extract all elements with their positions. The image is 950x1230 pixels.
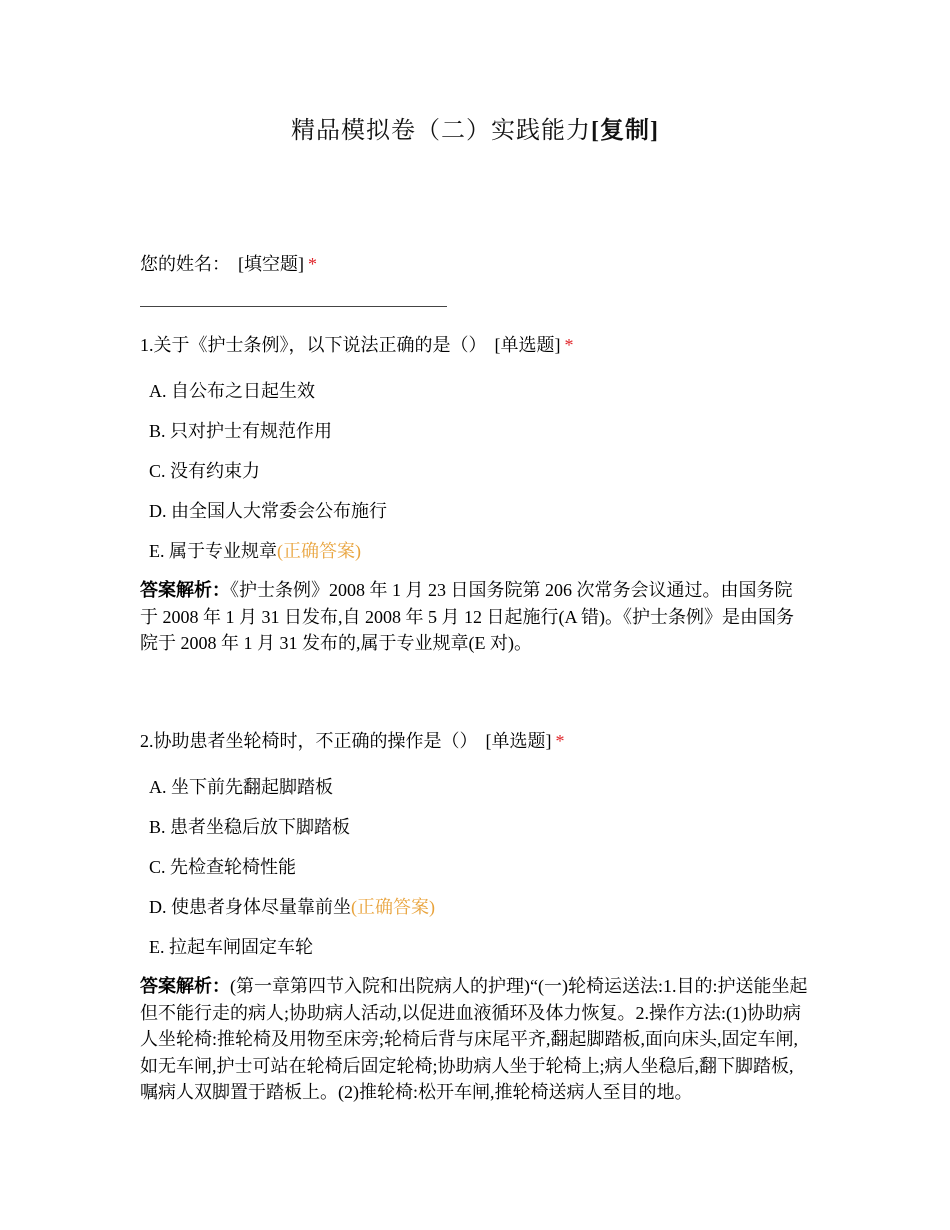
option-text: C. 没有约束力: [149, 461, 261, 481]
question-1-analysis: [140, 577, 810, 657]
option-text: E. 属于专业规章: [149, 541, 277, 561]
name-question: [140, 252, 317, 276]
question-1-option-d[interactable]: [149, 499, 387, 523]
required-mark: *: [555, 731, 565, 751]
analysis-label: 答案解析：: [140, 580, 230, 600]
question-2-analysis: [140, 973, 810, 1106]
option-text: A. 自公布之日起生效: [149, 381, 315, 401]
title-copy-tag: [复制]: [591, 118, 659, 144]
name-question-type: [填空题]: [238, 254, 304, 274]
option-text: C. 先检查轮椅性能: [149, 857, 297, 877]
question-1-option-c[interactable]: [149, 459, 260, 483]
option-text: D. 由全国人大常委会公布施行: [149, 501, 387, 521]
name-input-line[interactable]: [140, 306, 447, 307]
required-mark: *: [564, 335, 574, 355]
question-text: 1.关于《护士条例》，以下说法正确的是（）: [140, 335, 487, 355]
analysis-text: 《护士条例》2008 年 1 月 23 日国务院第 206 次常务会议通过。由国务院于 2008 年 1 月 31 日发布,自 2008 年 5 月 12 日起施行(A 错)。《护士条例》是由国务院于 2008 年 1 月 31 发布的,属于专业规章(E 对)。: [140, 580, 794, 653]
page-title: [0, 110, 950, 145]
question-2-option-a[interactable]: [149, 775, 333, 799]
correct-answer-tag: (正确答案): [351, 897, 435, 917]
correct-answer-tag: (正确答案): [277, 541, 361, 561]
question-1-option-b[interactable]: [149, 419, 332, 443]
question-2-option-c[interactable]: [149, 855, 296, 879]
question-1-prompt: [140, 333, 574, 357]
question-text: 2.协助患者坐轮椅时，不正确的操作是（）: [140, 731, 478, 751]
analysis-label: 答案解析：: [140, 976, 230, 996]
question-2-prompt: [140, 729, 565, 753]
required-mark: *: [308, 254, 317, 274]
title-main: 精品模拟卷（二）实践能力: [291, 118, 591, 144]
question-2-option-b[interactable]: [149, 815, 350, 839]
option-text: B. 患者坐稳后放下脚踏板: [149, 817, 351, 837]
question-2-option-e[interactable]: [149, 935, 313, 959]
option-text: B. 只对护士有规范作用: [149, 421, 333, 441]
option-text: A. 坐下前先翻起脚踏板: [149, 777, 333, 797]
question-1-option-a[interactable]: [149, 379, 315, 403]
name-label: 您的姓名：: [140, 254, 230, 274]
option-text: D. 使患者身体尽量靠前坐: [149, 897, 351, 917]
question-2-option-d[interactable]: [149, 895, 435, 919]
question-1-option-e[interactable]: [149, 539, 361, 563]
question-type: [单选题]: [494, 335, 561, 355]
question-type: [单选题]: [485, 731, 552, 751]
analysis-text: (第一章第四节入院和出院病人的护理)“(一)轮椅运送法:1.目的:护送能坐起但不能行走的病人;协助病人活动,以促进血液循环及体力恢复。2.操作方法:(1)协助病人坐轮椅:推轮椅及用物至床旁;轮椅后背与床尾平齐,翻起脚踏板,面向床头,固定车闸,如无车闸,护士可站在轮椅后固定轮椅;协助病人坐于轮椅上;病人坐稳后,翻下脚踏板,嘱病人双脚置于踏板上。(2)推轮椅:松开车闸,推轮椅送病人至目的地。: [140, 976, 808, 1102]
option-text: E. 拉起车闸固定车轮: [149, 937, 313, 957]
